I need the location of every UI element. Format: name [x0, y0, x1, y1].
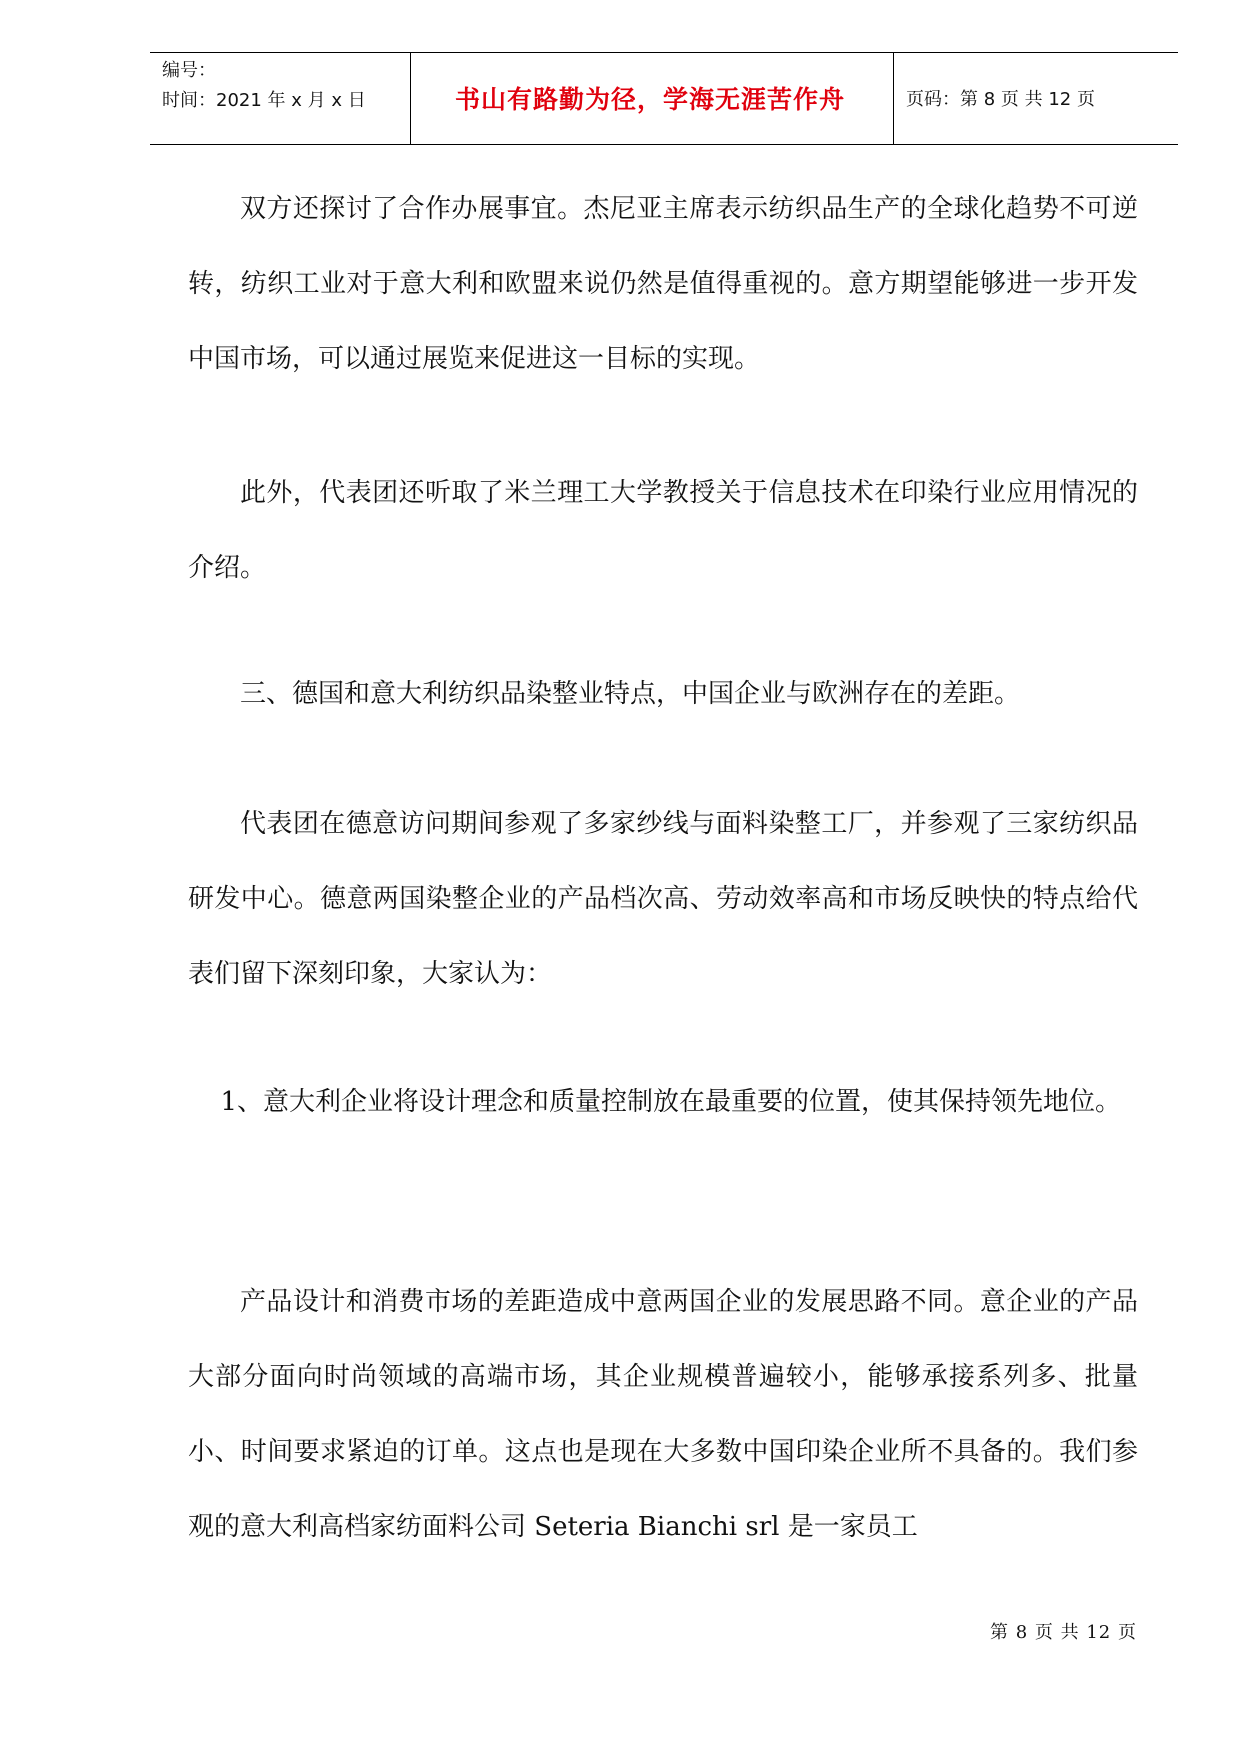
page-footer: 第 8 页 共 12 页 [990, 1622, 1137, 1643]
header-bottom-rule [150, 144, 1178, 145]
header-divider-right [893, 52, 894, 144]
time-label: 时间：2021 年 x 月 x 日 [162, 90, 366, 111]
header-top-rule [150, 52, 1178, 53]
paragraph-4: 代表团在德意访问期间参观了多家纱线与面料染整工厂，并参观了三家纺织品研发中心。德意两国染整企业的产品档次高、劳动效率高和市场反映快的特点给代表们留下深刻印象，大家认为： [188, 809, 1138, 989]
header-motto: 书山有路勤为径，学海无涯苦作舟 [454, 85, 845, 114]
number-label: 编号： [162, 60, 216, 81]
list-item-1: 1、意大利企业将设计理念和质量控制放在最重要的位置，使其保持领先地位。 [220, 1087, 1122, 1117]
header-meta [162, 56, 366, 116]
section-heading: 三、德国和意大利纺织品染整业特点，中国企业与欧洲存在的差距。 [240, 679, 1021, 709]
header-page-info: 页码：第 8 页 共 12 页 [906, 89, 1095, 110]
paragraph-2: 此外，代表团还听取了米兰理工大学教授关于信息技术在印染行业应用情况的介绍。 [188, 478, 1138, 583]
paragraph-1: 双方还探讨了合作办展事宜。杰尼亚主席表示纺织品生产的全球化趋势不可逆转，纺织工业对于意大利和欧盟来说仍然是值得重视的。意方期望能够进一步开发中国市场，可以通过展览来促进这一目标的实现。 [188, 194, 1138, 374]
paragraph-6: 产品设计和消费市场的差距造成中意两国企业的发展思路不同。意企业的产品大部分面向时尚领域的高端市场，其企业规模普遍较小，能够承接系列多、批量小、时间要求紧迫的订单。这点也是现在大多数中国印染企业所不具备的。我们参观的意大利高档家纺面料公司 Seteria Bianchi srl 是一家员工 [188, 1287, 1138, 1542]
